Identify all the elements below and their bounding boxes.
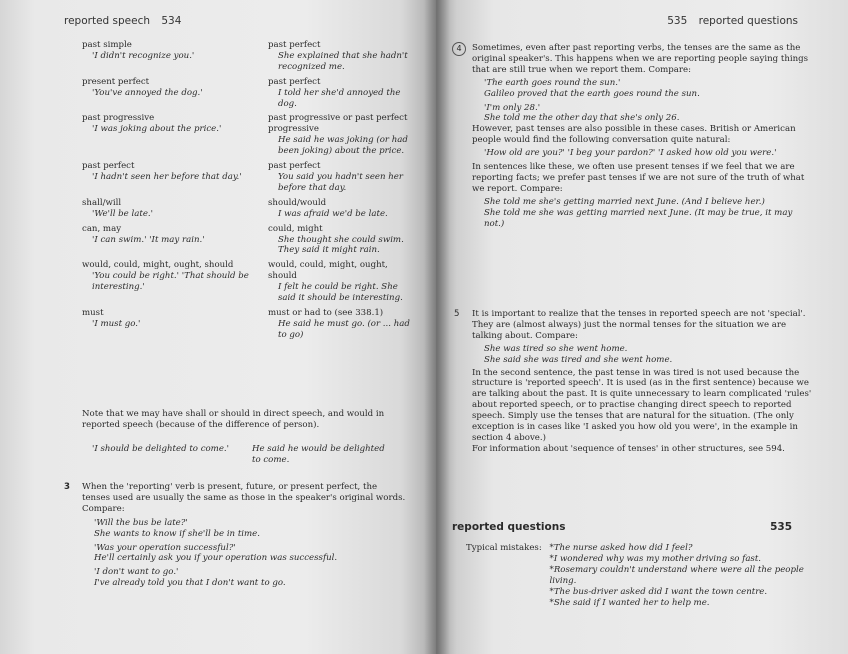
- section-4: [456, 43, 812, 230]
- reported-example: I was afraid we'd be late.: [278, 208, 388, 219]
- table-row: [82, 224, 412, 257]
- direct-example: 'You could be right.' 'That should be interesting.': [92, 271, 249, 293]
- direct-tense: shall/will: [82, 197, 122, 208]
- section-text: When the 'reporting' verb is present, future, or present perfect, the tenses used are usually the same as those in the speaker's original words. Compare:: [82, 482, 406, 514]
- list-item: *Rosemary couldn't understand where were all the people living.: [549, 564, 804, 586]
- direct-example: 'I can swim.' 'It may rain.': [92, 234, 205, 245]
- typical-mistakes-label: Typical mistakes:: [466, 543, 542, 553]
- direct-example: 'I must go.': [92, 318, 141, 329]
- example: 'Was your operation successful?': [94, 542, 236, 553]
- note-examples: [82, 444, 404, 466]
- section-5: [454, 309, 812, 455]
- example: She told me she was getting married next June. (It may be true, it may not.): [484, 207, 793, 229]
- section-number-circled: 4: [452, 42, 466, 56]
- example: 'I don't want to go.': [94, 567, 179, 578]
- example: 'I'm only 28.': [484, 102, 541, 113]
- list-item: *I wondered why was my mother driving so fast.: [549, 553, 762, 564]
- table-row: [82, 40, 412, 73]
- reported-tense: past perfect: [268, 40, 321, 50]
- direct-example: 'I didn't recognize you.': [92, 50, 195, 61]
- direct-example: 'You've annoyed the dog.': [92, 87, 203, 98]
- example: I've already told you that I don't want to go.: [94, 578, 286, 589]
- left-running-head: [64, 15, 189, 27]
- section-number: 5: [454, 309, 460, 319]
- table-row: [82, 198, 412, 220]
- reported-tense: past perfect: [268, 76, 321, 87]
- shall-should-note: Note that we may have shall or should in direct speech, and would in reported speech (because of the difference of person).: [82, 409, 385, 430]
- left-page-number: 534: [161, 15, 182, 27]
- table-row: [82, 308, 412, 341]
- table-row: [82, 77, 412, 110]
- section-text: It is important to realize that the tenses in reported speech are not 'special'. They are (almost always) just the normal tenses for the situation we are talking about. Compare:: [472, 309, 806, 341]
- direct-example: 'I was joking about the price.': [92, 124, 222, 135]
- direct-tense: present perfect: [82, 76, 150, 87]
- example-list: [94, 518, 406, 589]
- list-item: *She said if I wanted her to help me.: [549, 597, 710, 608]
- table-row: [82, 161, 412, 194]
- table-row: [82, 113, 412, 157]
- direct-tense: must: [82, 307, 104, 318]
- section-text: Sometimes, even after past reporting verbs, the tenses are the same as the original speaker's. This happens when we are reporting people saying things that are still true when we report them. Compare:: [472, 43, 809, 75]
- section-text: In the second sentence, the past tense in was tired is not used because the structure is 'reported speech'. It is used (as in the first sentence) because we are talking about the past. It is quite unnecessary to learn complicated 'rules' about reported speech, or to practise changing direct speech to reported speech. Simply use the tenses that are natural for the situation. (The only exception is in cases like 'I asked you how old you were', in the example in section 4 above.): [472, 367, 812, 443]
- reported-tense: should/would: [268, 197, 327, 208]
- right-page-number: 535: [667, 15, 688, 27]
- section-text: For information about 'sequence of tenses' in other structures, see 594.: [472, 443, 785, 454]
- example: Galileo proved that the earth goes round the sun.: [484, 88, 700, 99]
- right-page: [436, 0, 848, 654]
- note-example-reported: He said he would be delighted to come.: [252, 444, 385, 465]
- list-item: *The bus-driver asked did I want the town centre.: [549, 586, 768, 597]
- section-number: 3: [64, 482, 70, 492]
- reported-tense: past perfect: [268, 161, 321, 172]
- reported-example: She explained that she hadn't recognized me.: [278, 50, 408, 72]
- note-example-direct: 'I should be delighted to come.': [92, 444, 230, 454]
- reported-example: She thought she could swim. They said it might rain.: [278, 234, 404, 256]
- direct-tense: would, could, might, ought, should: [82, 260, 234, 271]
- right-running-head: [659, 15, 798, 27]
- left-running-head-title: reported speech: [64, 15, 151, 27]
- reported-tense: must or had to (see 338.1): [268, 307, 384, 318]
- example: 'The earth goes round the sun.': [484, 77, 621, 88]
- reported-tense: could, might: [268, 223, 323, 234]
- reported-tense: would, could, might, ought, should: [268, 260, 388, 282]
- direct-tense: past simple: [82, 40, 132, 50]
- reported-example: He said he must go. (or ... had to go): [278, 318, 410, 340]
- dialogue-example: 'How old are you?' 'I beg your pardon?' 'I asked how old you were.': [484, 148, 777, 159]
- example: She wants to know if she'll be in time.: [94, 528, 260, 539]
- list-item: *The nurse asked how did I feel?: [549, 543, 693, 553]
- section-heading: [452, 521, 792, 533]
- example: She was tired so she went home.: [484, 343, 628, 354]
- section-text: However, past tenses are also possible in these cases. British or American people would find the following conversation quite natural:: [472, 124, 796, 146]
- reported-example: He said he was joking (or had been joking) about the price.: [278, 135, 408, 157]
- direct-example: 'We'll be late.': [92, 208, 153, 219]
- reported-tense: past progressive or past perfect progressive: [268, 113, 408, 135]
- section-heading-number: 535: [770, 521, 792, 533]
- example: 'Will the bus be late?': [94, 517, 188, 528]
- mistake-list: [550, 543, 806, 608]
- example: She told me the other day that she's only 26.: [484, 113, 680, 124]
- example: She said she was tired and she went home.: [484, 354, 673, 365]
- direct-tense: past progressive: [82, 113, 155, 124]
- reported-example: I told her she'd annoyed the dog.: [278, 87, 401, 109]
- example: He'll certainly ask you if your operation was successful.: [94, 553, 338, 564]
- direct-tense: past perfect: [82, 161, 135, 172]
- section-heading-title: reported questions: [452, 521, 566, 533]
- reported-example: I felt he could be right. She said it should be interesting.: [278, 282, 403, 304]
- tense-table: [82, 40, 412, 345]
- right-running-head-title: reported questions: [698, 15, 798, 27]
- direct-example: 'I hadn't seen her before that day.': [92, 171, 242, 182]
- section-3: [64, 482, 406, 589]
- typical-mistakes: [466, 543, 806, 608]
- reported-example: You said you hadn't seen her before that day.: [278, 171, 403, 193]
- direct-tense: can, may: [82, 223, 122, 234]
- example: She told me she's getting married next June. (And I believe her.): [484, 196, 765, 207]
- table-row: [82, 260, 412, 304]
- section-text: In sentences like these, we often use present tenses if we feel that we are reporting facts; we prefer past tenses if we are not sure of the truth of what we report. Compare:: [472, 162, 805, 194]
